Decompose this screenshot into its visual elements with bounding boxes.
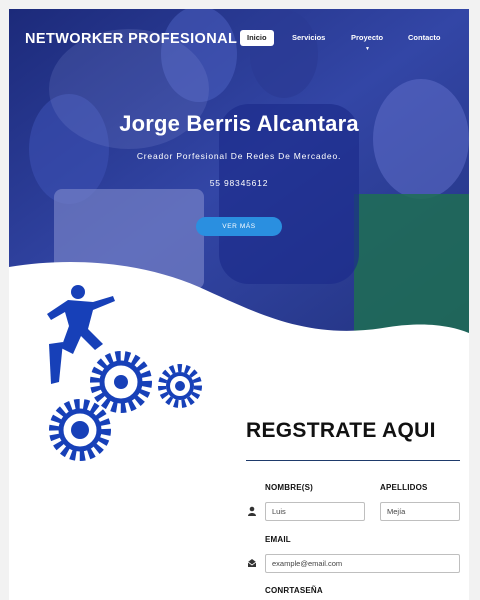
brand-logo-text[interactable]: NETWORKER PROFESIONAL: [25, 31, 238, 47]
email-label: EMAIL: [265, 535, 291, 544]
hero-subtitle: Creador Porfesional De Redes De Mercadeo.: [136, 151, 342, 161]
nav-item-contacto[interactable]: Contacto: [408, 33, 441, 42]
form-title: REGSTRATE AQUI: [246, 419, 436, 442]
nombre-input[interactable]: Luis: [265, 502, 365, 521]
nav-item-proyecto[interactable]: [351, 29, 384, 52]
apellidos-label: APELLIDOS: [380, 483, 428, 492]
gears-runner-illustration: [33, 284, 213, 464]
page: [9, 9, 469, 600]
password-label: CONRTASEÑA: [265, 586, 323, 595]
email-input[interactable]: example@email.com: [265, 554, 460, 573]
ver-mas-button[interactable]: VER MÁS: [196, 217, 282, 236]
nav-item-proyecto-label: Proyecto: [351, 33, 384, 42]
user-icon: [247, 506, 257, 516]
apellidos-input[interactable]: Mejía: [380, 502, 460, 521]
nav-item-inicio[interactable]: Inicio: [240, 30, 274, 46]
envelope-icon: [247, 558, 257, 568]
nombre-label: NOMBRE(S): [265, 483, 314, 492]
gear-icon: [54, 356, 198, 456]
chevron-down-icon: ▼: [365, 46, 370, 52]
nav-item-servicios[interactable]: Servicios: [292, 33, 326, 42]
hero-title: Jorge Berris Alcantara: [119, 111, 359, 136]
form-title-underline: [246, 460, 460, 461]
hero-phone: 55 98345612: [209, 178, 269, 188]
